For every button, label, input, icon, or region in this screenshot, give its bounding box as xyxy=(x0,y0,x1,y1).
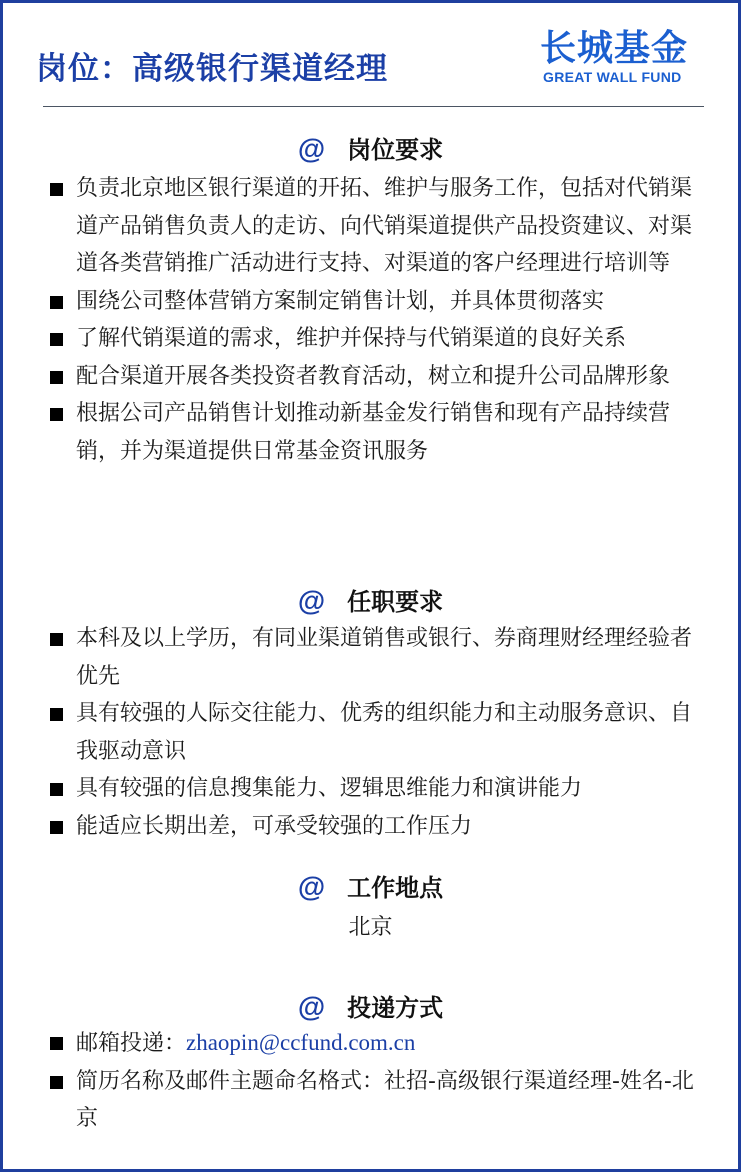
list-item: 具有较强的信息搜集能力、逻辑思维能力和演讲能力 xyxy=(50,770,710,808)
square-bullet-icon xyxy=(50,1037,63,1050)
at-icon: @ xyxy=(297,871,326,902)
list-item: 本科及以上学历，有同业渠道销售或银行、券商理财经理经验者优先 xyxy=(50,620,710,695)
work-location: 北京 xyxy=(348,915,393,940)
at-icon: @ xyxy=(297,585,326,616)
section-title: 任职要求 xyxy=(347,588,444,616)
naming-format: 简历名称及邮件主题命名格式：社招-高级银行渠道经理-姓名-北京 xyxy=(76,1068,694,1131)
section-heading-delivery xyxy=(0,989,741,1026)
list-item: 负责北京地区银行渠道的开拓、维护与服务工作，包括对代销渠道产品销售负责人的走访、向代销渠道提供产品投资建议、对渠道各类营销推广活动进行支持、对渠道的客户经理进行培训等 xyxy=(50,170,710,283)
email-label: 邮箱投递： xyxy=(76,1031,187,1056)
square-bullet-icon xyxy=(50,408,63,421)
email-link[interactable]: zhaopin@ccfund.com.cn xyxy=(186,1030,416,1055)
list-item: 围绕公司整体营销方案制定销售计划，并具体贯彻落实 xyxy=(50,283,710,321)
list-item: 配合渠道开展各类投资者教育活动，树立和提升公司品牌形象 xyxy=(50,358,710,396)
section-heading-requirements xyxy=(0,131,741,168)
section-title: 工作地点 xyxy=(347,874,444,902)
header-divider xyxy=(43,106,704,107)
square-bullet-icon xyxy=(50,1076,63,1089)
list-item: 能适应长期出差，可承受较强的工作压力 xyxy=(50,808,710,846)
list-item: 具有较强的人际交往能力、优秀的组织能力和主动服务意识、自我驱动意识 xyxy=(50,695,710,770)
list-item: 了解代销渠道的需求，维护并保持与代销渠道的良好关系 xyxy=(50,320,710,358)
square-bullet-icon xyxy=(50,783,63,796)
square-bullet-icon xyxy=(50,821,63,834)
requirements-list xyxy=(50,170,710,470)
company-logo xyxy=(540,28,704,88)
square-bullet-icon xyxy=(50,633,63,646)
list-item xyxy=(50,1024,710,1063)
square-bullet-icon xyxy=(50,708,63,721)
section-title: 投递方式 xyxy=(347,994,444,1022)
section-heading-qualifications xyxy=(0,583,741,620)
logo-chinese-text: 长城基金 xyxy=(540,28,689,69)
list-item xyxy=(50,1063,710,1138)
square-bullet-icon xyxy=(50,371,63,384)
at-icon: @ xyxy=(297,133,326,164)
section-title: 岗位要求 xyxy=(347,136,444,164)
list-item: 根据公司产品销售计划推动新基金发行销售和现有产品持续营销，并为渠道提供日常基金资讯服务 xyxy=(50,395,710,470)
at-icon: @ xyxy=(297,991,326,1022)
qualifications-list xyxy=(50,620,710,845)
logo-english-text: GREAT WALL FUND xyxy=(543,69,682,85)
square-bullet-icon xyxy=(50,296,63,309)
page-title: 岗位：高级银行渠道经理 xyxy=(36,51,388,87)
delivery-list xyxy=(50,1024,710,1138)
square-bullet-icon xyxy=(50,333,63,346)
square-bullet-icon xyxy=(50,183,63,196)
section-heading-location xyxy=(0,869,741,906)
